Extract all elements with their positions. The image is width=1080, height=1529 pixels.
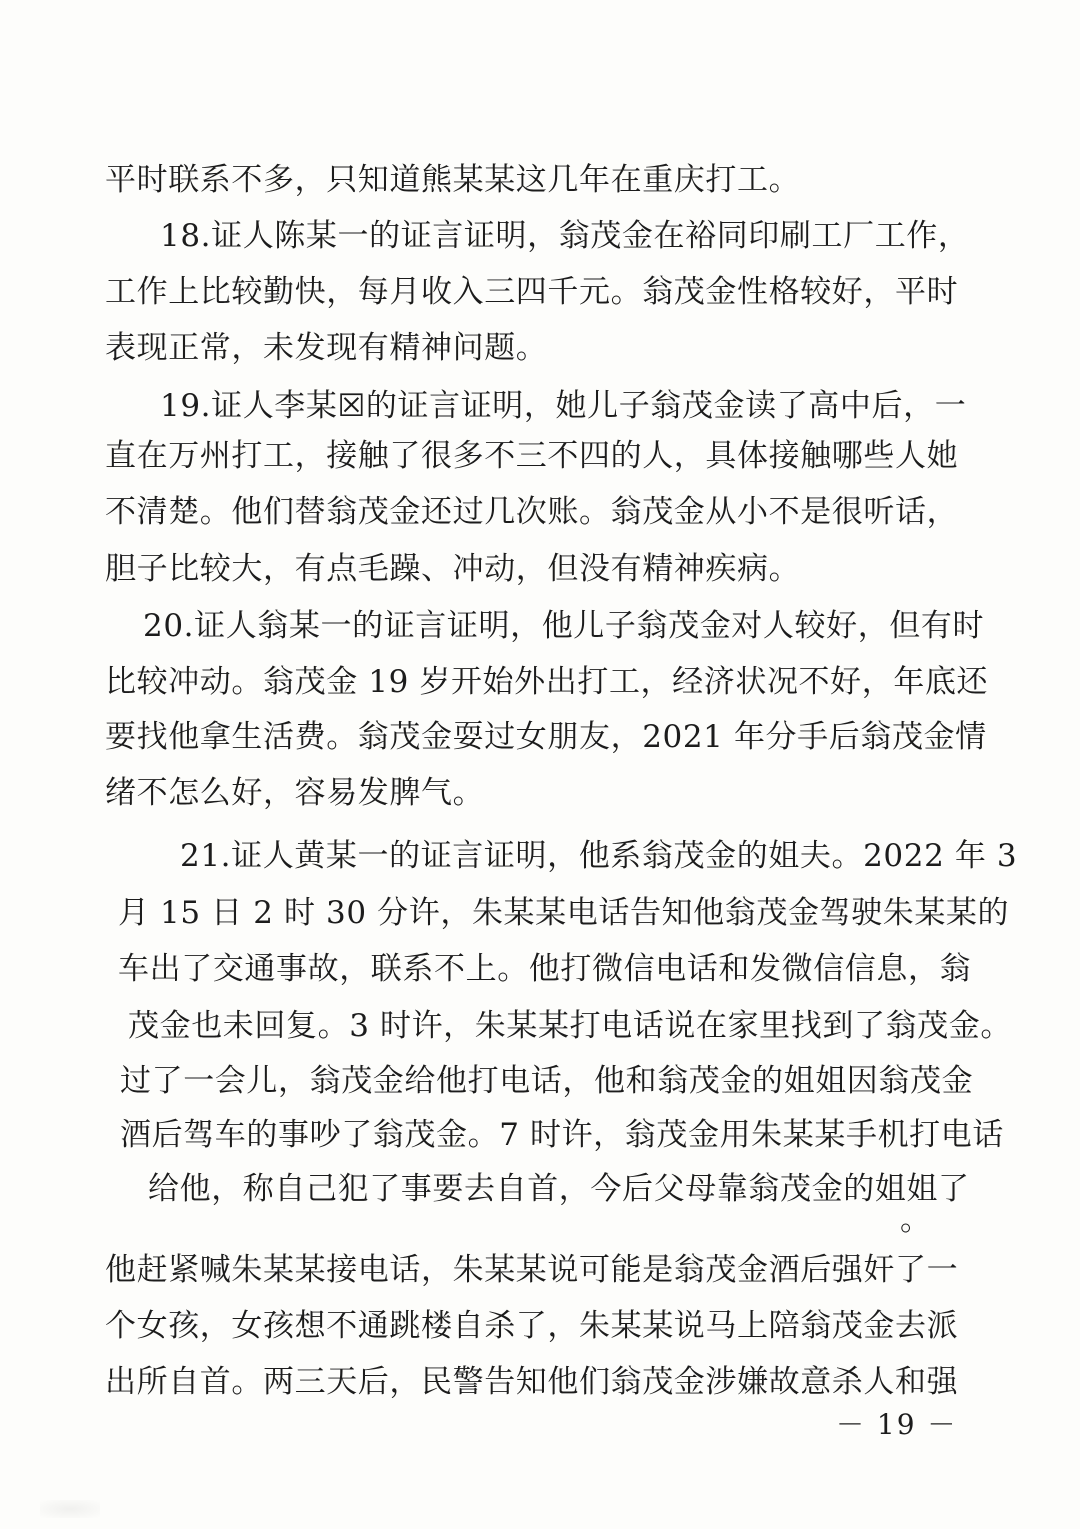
scan-speck — [40, 1500, 100, 1518]
text-line-14: 月 15 日 2 时 30 分许，朱某某电话告知他翁茂金驾驶朱某某的 — [118, 895, 1010, 931]
text-line-2: 18.证人陈某一的证言证明，翁茂金在裕同印刷工厂工作， — [160, 218, 970, 254]
text-line-23: 出所自首。两三天后，民警告知他们翁茂金涉嫌故意杀人和强 — [105, 1364, 959, 1400]
text-line-3: 工作上比较勤快，每月收入三四千元。翁茂金性格较好，平时 — [105, 274, 959, 310]
text-line-6: 直在万州打工，接触了很多不三不四的人，具体接触哪些人她 — [105, 438, 959, 474]
text-line-21: 他赶紧喊朱某某接电话，朱某某说可能是翁茂金酒后强奸了一 — [105, 1252, 959, 1288]
text-line-11: 要找他拿生活费。翁茂金耍过女朋友，2021 年分手后翁茂金情 — [105, 719, 987, 755]
text-line-20: 。 — [900, 1202, 932, 1238]
text-line-9: 20.证人翁某一的证言证明，他儿子翁茂金对人较好，但有时 — [143, 608, 985, 644]
text-line-12: 绪不怎么好，容易发脾气。 — [105, 775, 485, 811]
text-line-19: 给他，称自己犯了事要去自首，今后父母靠翁茂金的姐姐了 — [148, 1171, 970, 1207]
text-line-13: 21.证人黄某一的证言证明，他系翁茂金的姐夫。2022 年 3 — [180, 838, 1018, 874]
text-line-17: 过了一会儿，翁茂金给他打电话，他和翁茂金的姐姐因翁茂金 — [120, 1063, 974, 1099]
text-line-5: 19.证人李某☒的证言证明，她儿子翁茂金读了高中后，一 — [160, 388, 967, 424]
text-line-7: 不清楚。他们替翁茂金还过几次账。翁茂金从小不是很听话， — [105, 494, 959, 530]
text-line-15: 车出了交通事故，联系不上。他打微信电话和发微信信息，翁 — [118, 951, 972, 987]
text-line-22: 个女孩，女孩想不通跳楼自杀了，朱某某说马上陪翁茂金去派 — [105, 1308, 959, 1344]
text-line-1: 平时联系不多，只知道熊某某这几年在重庆打工。 — [105, 162, 801, 198]
page-number: － 19 － — [836, 1408, 958, 1441]
text-line-8: 胆子比较大，有点毛躁、冲动，但没有精神疾病。 — [105, 551, 801, 587]
text-line-4: 表现正常，未发现有精神问题。 — [105, 330, 548, 366]
text-line-16: 茂金也未回复。3 时许，朱某某打电话说在家里找到了翁茂金。 — [128, 1008, 1012, 1044]
text-line-10: 比较冲动。翁茂金 19 岁开始外出打工，经济状况不好，年底还 — [105, 664, 989, 700]
text-line-18: 酒后驾车的事吵了翁茂金。7 时许，翁茂金用朱某某手机打电话 — [120, 1117, 1004, 1153]
